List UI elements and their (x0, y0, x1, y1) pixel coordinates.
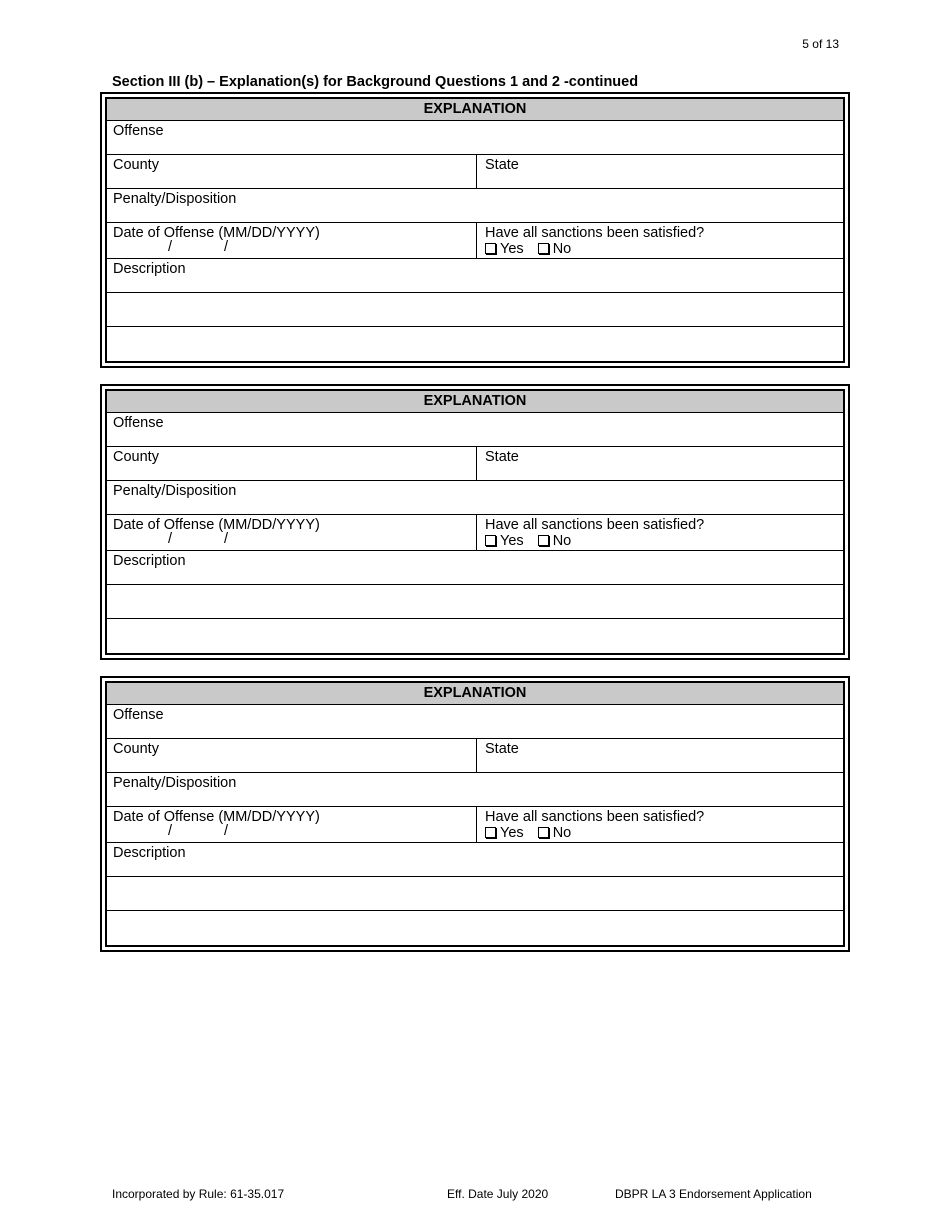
description-line[interactable] (107, 327, 843, 361)
description-field[interactable] (107, 551, 843, 585)
sanctions-field (477, 807, 843, 842)
county-field[interactable] (107, 155, 477, 188)
penalty-label: Penalty/Disposition (113, 483, 237, 499)
offense-label: Offense (113, 123, 164, 139)
explanation-block (100, 384, 850, 660)
description-line[interactable] (107, 293, 843, 327)
no-option[interactable] (538, 241, 572, 257)
yes-checkbox[interactable] (485, 243, 496, 254)
footer-form-name: DBPR LA 3 Endorsement Application (615, 1187, 812, 1201)
no-checkbox[interactable] (538, 243, 549, 254)
description-line[interactable] (107, 619, 843, 653)
yes-option[interactable] (485, 825, 524, 841)
description-label: Description (113, 553, 186, 569)
date-slashes: / / (168, 531, 229, 547)
yes-label: Yes (500, 825, 524, 841)
state-field[interactable] (477, 739, 843, 772)
sanctions-question: Have all sanctions been satisfied? (485, 225, 705, 241)
description-field[interactable] (107, 259, 843, 293)
sanctions-question: Have all sanctions been satisfied? (485, 517, 705, 533)
no-label: No (552, 241, 572, 257)
description-label: Description (113, 261, 186, 277)
footer-rule: Incorporated by Rule: 61-35.017 (112, 1187, 285, 1201)
county-label: County (113, 157, 159, 173)
no-checkbox[interactable] (538, 535, 549, 546)
date-of-offense-field[interactable] (107, 515, 477, 550)
penalty-field[interactable] (107, 481, 843, 515)
county-label: County (113, 449, 159, 465)
explanation-header: EXPLANATION (107, 683, 843, 705)
yes-label: Yes (500, 533, 524, 549)
explanation-block (100, 92, 850, 368)
yes-label: Yes (500, 241, 524, 257)
penalty-label: Penalty/Disposition (113, 191, 237, 207)
page-number: 5 of 13 (802, 37, 839, 51)
date-label: Date of Offense (MM/DD/YYYY) (113, 517, 320, 533)
county-field[interactable] (107, 447, 477, 480)
penalty-label: Penalty/Disposition (113, 775, 237, 791)
state-field[interactable] (477, 155, 843, 188)
explanation-block (100, 676, 850, 952)
explanation-header: EXPLANATION (107, 391, 843, 413)
yes-checkbox[interactable] (485, 535, 496, 546)
description-label: Description (113, 845, 186, 861)
offense-field[interactable] (107, 705, 843, 739)
date-label: Date of Offense (MM/DD/YYYY) (113, 809, 320, 825)
no-label: No (552, 533, 572, 549)
state-label: State (485, 157, 519, 173)
description-field[interactable] (107, 843, 843, 877)
sanctions-field (477, 515, 843, 550)
yes-checkbox[interactable] (485, 827, 496, 838)
state-field[interactable] (477, 447, 843, 480)
no-label: No (552, 825, 572, 841)
explanation-header: EXPLANATION (107, 99, 843, 121)
date-slashes: / / (168, 823, 229, 839)
state-label: State (485, 449, 519, 465)
sanctions-question: Have all sanctions been satisfied? (485, 809, 705, 825)
no-option[interactable] (538, 825, 572, 841)
offense-label: Offense (113, 707, 164, 723)
sanctions-field (477, 223, 843, 258)
no-option[interactable] (538, 533, 572, 549)
county-label: County (113, 741, 159, 757)
date-slashes: / / (168, 239, 229, 255)
date-of-offense-field[interactable] (107, 807, 477, 842)
yes-option[interactable] (485, 241, 524, 257)
penalty-field[interactable] (107, 773, 843, 807)
state-label: State (485, 741, 519, 757)
date-of-offense-field[interactable] (107, 223, 477, 258)
description-line[interactable] (107, 585, 843, 619)
offense-field[interactable] (107, 413, 843, 447)
date-label: Date of Offense (MM/DD/YYYY) (113, 225, 320, 241)
county-field[interactable] (107, 739, 477, 772)
offense-field[interactable] (107, 121, 843, 155)
description-line[interactable] (107, 877, 843, 911)
footer-eff-date: Eff. Date July 2020 (447, 1187, 549, 1201)
section-title: Section III (b) – Explanation(s) for Background Questions 1 and 2 -continued (112, 74, 639, 90)
penalty-field[interactable] (107, 189, 843, 223)
no-checkbox[interactable] (538, 827, 549, 838)
yes-option[interactable] (485, 533, 524, 549)
offense-label: Offense (113, 415, 164, 431)
description-line[interactable] (107, 911, 843, 945)
